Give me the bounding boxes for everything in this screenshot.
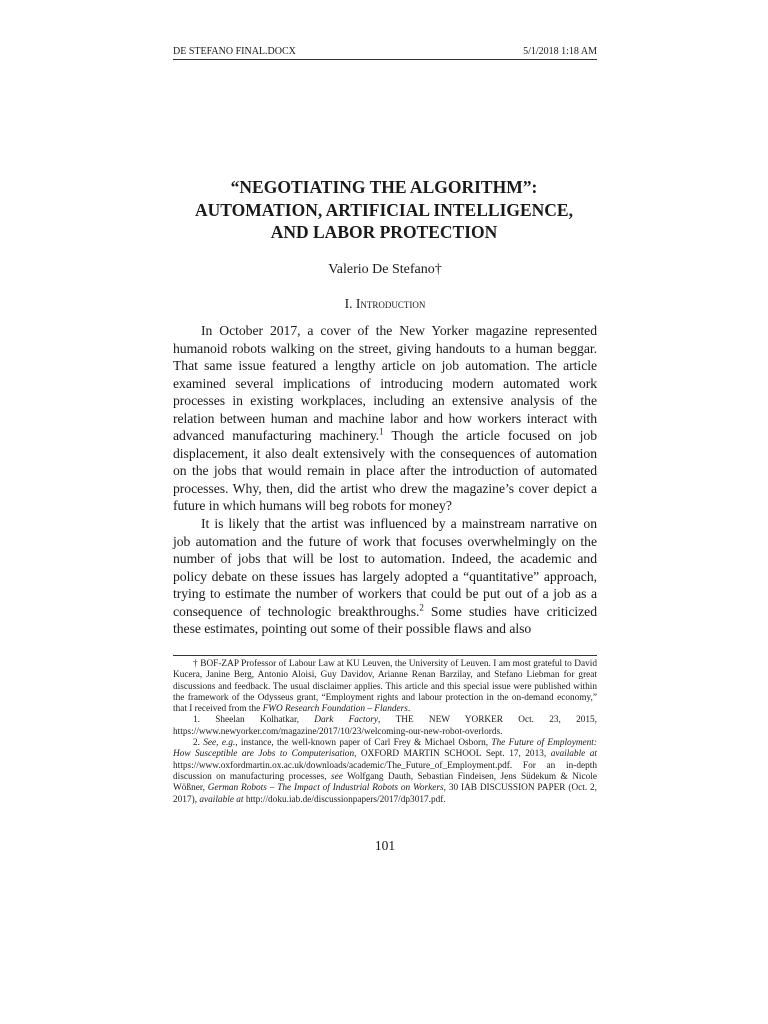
footnote-dagger-italic: FWO Research Foundation – Flanders: [262, 704, 408, 715]
footnote-2-publisher: OXFORD MARTIN SCHOOL: [360, 749, 482, 760]
footnote-2-see: see: [330, 771, 343, 782]
footnote-2-available-at: available at: [550, 749, 597, 760]
title-line-3: AND LABOR PROTECTION: [270, 222, 498, 242]
footnote-1-publication: THE NEW YORKER: [395, 715, 503, 726]
footnote-1-sep: ,: [378, 715, 396, 726]
footnote-2-available-at-2: available at: [199, 794, 244, 805]
body-text: [173, 322, 597, 638]
footnote-2-text-o: (Oct. 2, 2017),: [173, 783, 598, 805]
footnote-dagger: [173, 659, 597, 715]
footnote-2: [173, 738, 597, 806]
article-title: [150, 176, 618, 244]
header-date: 5/1/2018 1:18 AM: [523, 46, 597, 57]
footnote-2-text-m: , 30 IAB: [443, 783, 480, 794]
paragraph-1-text-a: In October 2017, a cover of the New Yorker magazine represented humanoid robots walking on the street, giving handouts to a human beggar. That same issue featured a lengthy article on job automation. The article examined several implications of introducing modern automated work processes in existing workplaces, including an extensive analysis of the relation between human and machine labor and how workers interact with advanced manufacturing machinery.: [173, 323, 597, 443]
footnote-2-num: 2.: [193, 738, 204, 749]
footnote-ref-1[interactable]: 1: [379, 426, 384, 437]
paragraph-2-text-a: It is likely that the artist was influenced by a mainstream narrative on job automation and the future of work that focuses overwhelmingly on the number of jobs that will be lost to automation. Indeed, the academic and policy debate on these issues has largely adopted a “quantitative” approach, trying to estimate the number of workers that could be put out of a job as a consequence of technologic breakthroughs.: [173, 516, 597, 619]
footnote-2-series: DISCUSSION PAPER: [479, 783, 566, 794]
footnote-2-signal: See, e.g.: [203, 738, 236, 749]
title-line-1: “NEGOTIATING THE ALGORITHM”:: [230, 177, 538, 197]
footnote-ref-2[interactable]: 2: [419, 601, 424, 612]
paragraph-2: [173, 515, 597, 638]
footnote-2-title-2: German Robots – The Impact of Industrial Robots on Workers: [207, 783, 444, 794]
footnote-2-text-c: , instance, the well-known paper of Carl Frey & Michael Osborn,: [235, 738, 492, 749]
footnote-2-text-e: ,: [354, 749, 361, 760]
footnote-2-authors: Wolfgang Dauth, Sebastian Findeisen, Jens Südekum & Nicole Wößner,: [173, 771, 597, 794]
section-heading: I. Introduction: [344, 296, 426, 311]
footnote-2-title: The Future of Employment: How Susceptible are Jobs to Computerisation: [173, 738, 597, 760]
footnote-1: [173, 715, 597, 738]
title-line-2: AUTOMATION, ARTIFICIAL INTELLIGENCE,: [195, 199, 573, 220]
running-header: [173, 46, 597, 60]
paragraph-1: [173, 322, 597, 515]
footnote-2-url-1[interactable]: https://www.oxfordmartin.ox.ac.uk/downloads/academic/The_Future_of_Employment.pdf. For an in-depth discussion on manufacturing processes,: [173, 760, 597, 782]
header-filename: DE STEFANO FINAL.DOCX: [173, 46, 296, 57]
footnote-2-text-g: Sept. 17, 2013,: [481, 749, 551, 760]
paragraph-1-text-b: Though the article focused on job displacement, it also dealt extensively with the consequences of automation on the jobs that would remain in place after the introduction of automated processes. Why, then, did the artist who drew the magazine’s cover depict a future in which humans will beg robots for money?: [173, 428, 597, 513]
footnote-dagger-text: † BOF-ZAP Professor of Labour Law at KU Leuven, the University of Leuven. I am most grateful to David Kucera, Janine Berg, Antonio Aloisi, Guy Davidov, Arianne Renan Barzilay, and Stefano Liebman for great discussions and feedback. The usual disclaimer applies. This article and this special issue were published within the framework of the Odysseus grant, “Employment rights and labour protection in the on-demand economy,” that I received from the: [173, 659, 597, 715]
footnote-1-author: 1. Sheelan Kolhatkar,: [193, 715, 315, 726]
page-number: 101: [374, 838, 396, 853]
author-name: Valerio De Stefano†: [328, 262, 442, 277]
footnote-dagger-end: .: [407, 704, 411, 715]
footnote-1-url[interactable]: Oct. 23, 2015, https://www.newyorker.com/magazine/2017/10/23/welcoming-our-new-robot-overlords.: [173, 715, 597, 737]
footnote-1-title: Dark Factory: [314, 715, 379, 726]
paragraph-2-text-b: Some studies have criticized these estimates, pointing out some of their possible flaws and also: [173, 603, 597, 636]
footnote-divider: [173, 655, 597, 656]
footnote-2-url-2[interactable]: http://doku.iab.de/discussionpapers/2017/dp3017.pdf.: [243, 794, 446, 805]
footnotes: [173, 659, 597, 806]
